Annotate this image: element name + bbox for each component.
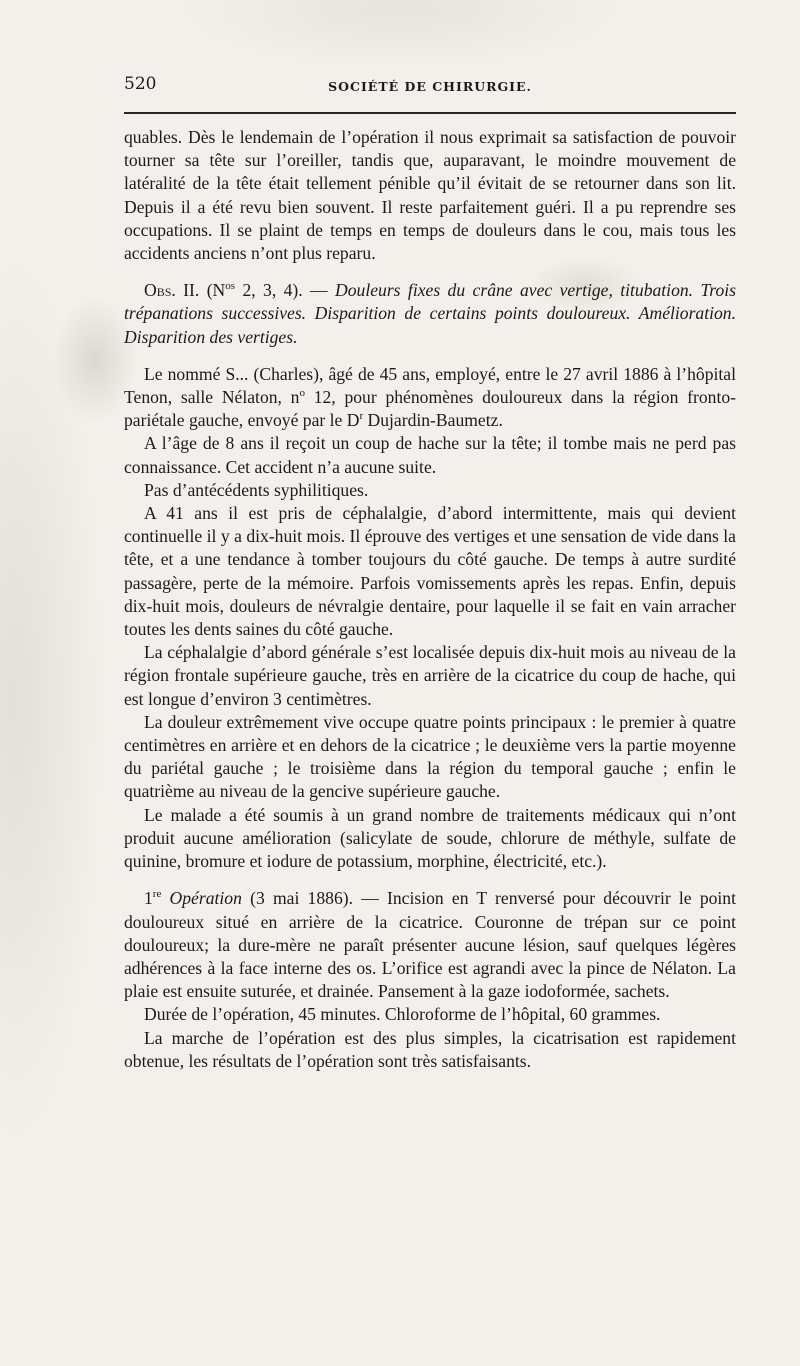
paragraph-pain-points: La douleur extrêmement vive occupe quatre points principaux : le premier à quatre centimètres en arrière et en dehors de la cicatrice ; le deuxième vers la partie moyenne du pariétal gauche ; le troisième dans la région du temporal gauche ; enfin le quatrième au niveau de la gencive supérieure gauche. <box>124 711 736 802</box>
observation-label: Obs. II. <box>144 280 200 301</box>
body-text <box>124 126 736 1073</box>
observation-heading <box>124 279 736 349</box>
observation-numbers-prefix: (N <box>206 280 226 301</box>
observation-numbers: 2, 3, 4). — <box>235 280 336 301</box>
observation-numbers-sup: os <box>225 280 236 293</box>
paragraph-history: A l’âge de 8 ans il reçoit un coup de hache sur la tête; il tombe mais ne perd pas connaissance. Cet accident n’a aucune suite. <box>124 433 736 477</box>
patient-sup-dr: r <box>359 410 364 423</box>
operation-number: 1 <box>144 888 153 909</box>
operation-number-sup: re <box>152 888 162 901</box>
paragraph-first-operation <box>124 887 736 1003</box>
paragraph-patient <box>124 363 736 433</box>
paragraph-duration: Durée de l’opération, 45 minutes. Chloroforme de l’hôpital, 60 grammes. <box>144 1004 661 1025</box>
header-rule <box>124 112 736 114</box>
paragraph-symptoms: A 41 ans il est pris de céphalalgie, d’abord intermittente, mais qui devient continuelle il y a dix-huit mois. Il éprouve des vertiges et une sensation de vide dans la tête, et a une tendance à tomber toujours du côté gauche. De temps à autre surdité passagère, perte de la mémoire. Parfois vomissements après les repas. Enfin, depuis dix-huit mois, douleurs de névralgie dentaire, pour laquelle il se fait en vain arracher toutes les dents saines du côté gauche. <box>124 503 736 640</box>
operation-text: (3 mai 1886). — Incision en T renversé pour découvrir le point douloureux situé en arrière de la cicatrice. Couronne de trépan sur ce point douloureux; la dure-mère ne paraît présenter aucune lésion, sauf quelques légères adhérences à la face interne des os. L’orifice est agrandi avec la pince de Nélaton. La plaie est ensuite suturée, et drainée. Pansement à la gaze iodoformée, sachets. <box>124 888 736 1002</box>
patient-text-mid: 12, pour phénomènes douloureux dans la région fronto-pariétale gauche, envoyé par le D <box>124 387 736 431</box>
observation-title: Douleurs fixes du crâne avec vertige, titubation. Trois trépanations successives. Disparition de certains points douloureux. Amélioration. Disparition des vertiges. <box>124 280 736 347</box>
paragraph-continuation: quables. Dès le lendemain de l’opération il nous exprimait sa satisfaction de pouvoir tourner sa tête sur l’oreiller, tandis que, auparavant, le moindre mouvement de latéralité de la tête était tellement pénible qu’il évitait de se retourner dans son lit. Depuis il a été revu bien souvent. Il reste parfaitement guéri. Il a pu reprendre ses occupations. Il se plaint de temps en temps de douleurs dans le cou, mais tous les accidents anciens n’ont plus reparu. <box>124 127 736 264</box>
operation-label: Opération <box>161 888 242 909</box>
page-header <box>124 74 736 104</box>
running-title: SOCIÉTÉ DE CHIRURGIE. <box>328 79 532 94</box>
paragraph-localisation: La céphalalgie d’abord générale s’est localisée depuis dix-huit mois au niveau de la région frontale supérieure gauche, très en arrière de la cicatrice du coup de hache, qui est longue d’environ 3 centimètres. <box>124 642 736 709</box>
patient-text-start: Le nommé S... (Charles), âgé de 45 ans, employé, entre le 27 avril 1886 à l’hôpital Tenon, salle Nélaton, n <box>124 363 736 408</box>
patient-sup-no: o <box>299 387 305 400</box>
patient-text-end: Dujardin-Baumetz. <box>363 410 503 431</box>
paragraph-treatments: Le malade a été soumis à un grand nombre de traitements médicaux qui n’ont produit aucune amélioration (salicylate de soude, chlorure de méthyle, sulfate de quinine, bromure et iodure de potassium, morphine, électricité, etc.). <box>124 804 736 872</box>
paragraph-outcome: La marche de l’opération est des plus simples, la cicatrisation est rapidement obtenue, les résultats de l’opération sont très satisfaisants. <box>124 1027 736 1071</box>
page-number: 520 <box>124 74 157 94</box>
paragraph-antecedents: Pas d’antécédents syphilitiques. <box>144 479 369 500</box>
